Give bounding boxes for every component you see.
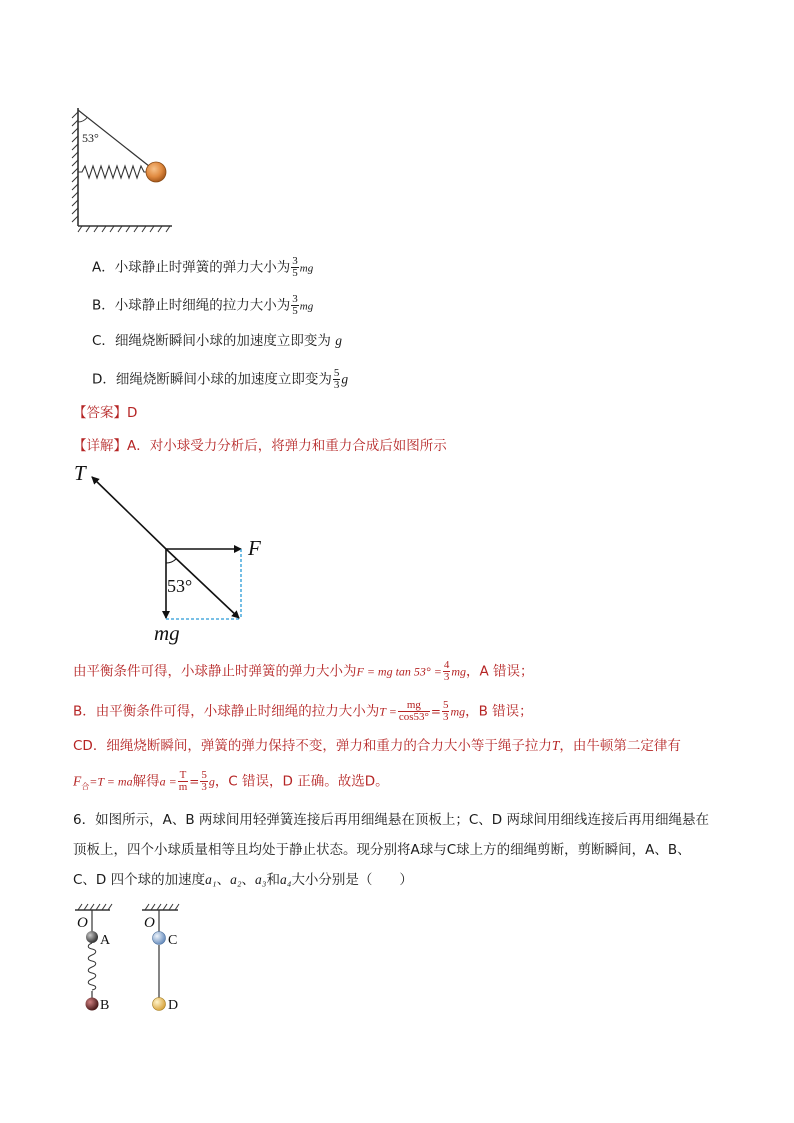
figure-spring-ball — [68, 100, 178, 235]
fraction: $\frac{5}{3}$ — [333, 367, 340, 391]
label-F: F — [248, 536, 261, 560]
tension-arrow — [92, 477, 166, 549]
question-6-line-2: 顶板上，四个小球质量相等且均处于静止状态。现分别将A球与C球上方的细绳剪断，剪断瞬间，A、B、 — [73, 842, 691, 858]
option-a[interactable]: A．小球静止时弹簧的弹力大小为 $\frac{3}{5}$ mg — [92, 255, 314, 279]
label-angle: 53° — [167, 576, 193, 596]
label-a: A — [100, 933, 111, 948]
option-d[interactable]: D．细绳烧断瞬间小球的加速度立即变为 $\frac{5}{3}$ g — [92, 367, 349, 391]
label-d: D — [168, 998, 179, 1013]
figure-force-diagram — [68, 458, 278, 648]
ball — [146, 162, 166, 182]
angle-arc — [78, 117, 88, 122]
label-o-left: O — [77, 915, 88, 931]
fraction: $\frac{3}{5}$ — [292, 255, 298, 279]
ball-a — [86, 931, 98, 943]
question-6-line-3: C、D 四个球的加速度a₁、a₂、a₃和a₄大小分别是（ ） — [73, 872, 413, 888]
solution-line-3: CD．细绳烧断瞬间，弹簧的弹力保持不变，弹力和重力的合力大小等于绳子拉力T，由牛顿第二定律有 — [73, 738, 681, 754]
label-T: T — [74, 461, 86, 485]
ceiling-hatch — [145, 904, 179, 910]
answer-line — [73, 404, 137, 422]
angle-label: 53° — [82, 131, 99, 145]
ceiling-hatch — [78, 904, 112, 910]
solution-line-4: $F_合=T$ = ma解得a = $\frac{T}{m}$ = $\frac{5}{3}$ g，C 错误，D 正确。故选D。 — [73, 769, 389, 793]
analysis-label: 【详解】 — [73, 438, 127, 454]
answer-label: 【答案】 — [73, 405, 127, 421]
label-o-right: O — [144, 915, 155, 931]
fraction: $\frac{3}{5}$ — [292, 293, 298, 317]
analysis-line: 【详解】A．对小球受力分析后，将弹力和重力合成后如图所示 — [73, 438, 447, 454]
ball-d — [153, 998, 166, 1011]
solution-line-2: B．由平衡条件可得，小球静止时细绳的拉力大小为T = $\frac{mg}{\cos 53^\circ}$ = $\frac{5}{3}$ mg，B 错误； — [73, 699, 533, 723]
spring-ab — [88, 943, 96, 990]
ball-c — [153, 932, 166, 945]
answer-value: D — [127, 405, 138, 421]
option-c[interactable]: C．细绳烧断瞬间小球的加速度立即变为 g — [92, 333, 342, 349]
label-mg: mg — [154, 621, 180, 645]
figure-hanging-balls — [70, 900, 190, 1018]
option-b[interactable]: B．小球静止时细绳的拉力大小为 $\frac{3}{5}$ mg — [92, 293, 314, 317]
floor-hatch — [78, 226, 170, 232]
solution-line-1: 由平衡条件可得，小球静止时弹簧的弹力大小为F = mg tan 53° = $\frac{4}{3}$ mg，A 错误； — [73, 659, 534, 683]
angle-arc — [166, 559, 176, 563]
spring-zigzag — [78, 166, 147, 178]
ball-b — [86, 998, 99, 1011]
question-6-line-1: 6．如图所示，A、B 两球间用轻弹簧连接后再用细绳悬在顶板上；C、D 两球间用细线连接后再用细绳悬在 — [73, 812, 709, 828]
label-c: C — [168, 933, 178, 948]
wall-hatch — [72, 112, 78, 222]
label-b: B — [100, 998, 110, 1013]
